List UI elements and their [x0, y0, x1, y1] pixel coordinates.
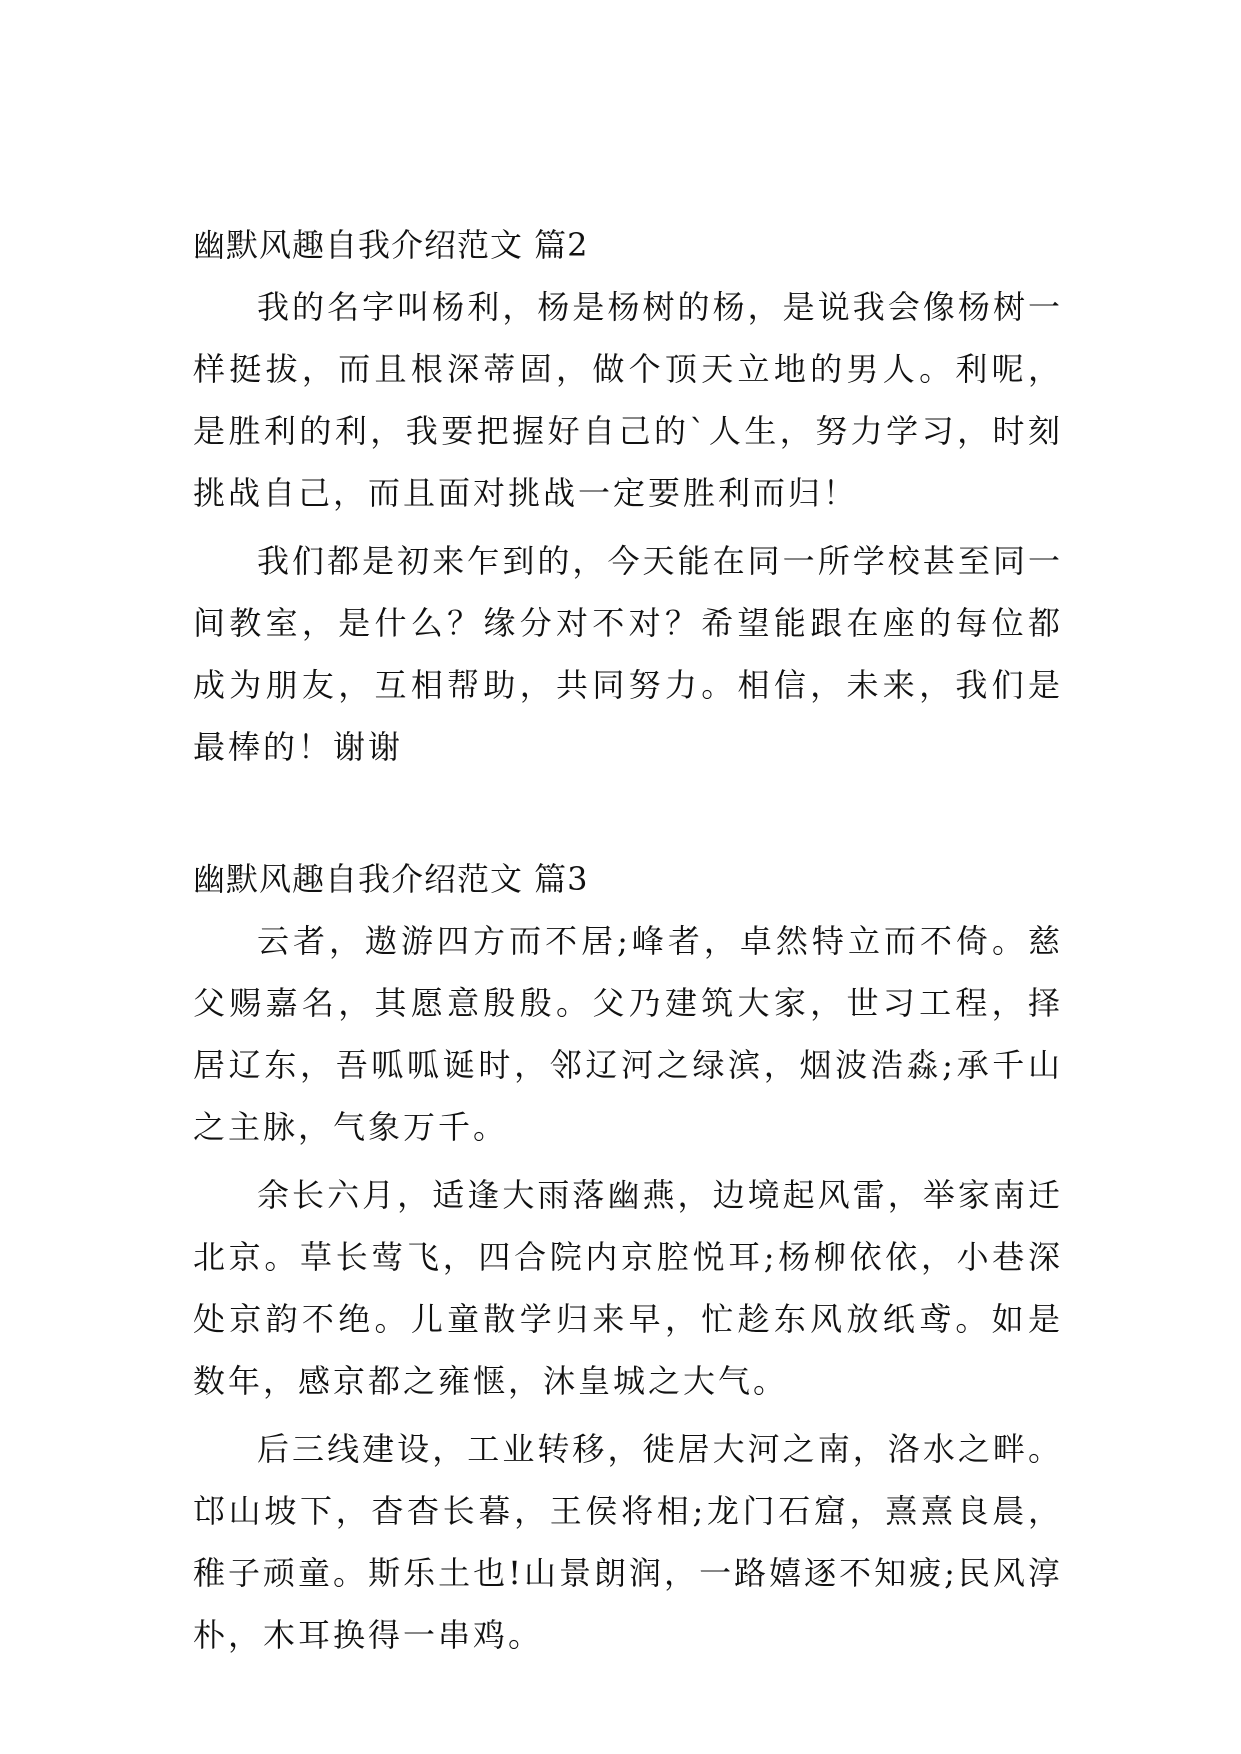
- paragraph: 我们都是初来乍到的，今天能在同一所学校甚至同一间教室，是什么？缘分对不对？希望能跟在座的每位都成为朋友，互相帮助，共同努力。相信，未来，我们是最棒的！谢谢: [193, 542, 1063, 766]
- document-page: [193, 214, 1063, 1672]
- section-3: [193, 848, 1063, 1666]
- section-title: 幽默风趣自我介绍范文 篇3: [193, 860, 589, 898]
- paragraph: 后三线建设，工业转移，徙居大河之南，洛水之畔。邙山坡下，杳杳长暮，王侯将相;龙门石窟，熹熹良晨，稚子顽童。斯乐土也!山景朗润，一路嬉逐不知疲;民风淳朴，木耳换得一串鸡。: [193, 1430, 1063, 1654]
- section-2: [193, 214, 1063, 778]
- section-title: 幽默风趣自我介绍范文 篇2: [193, 226, 589, 264]
- paragraph: 我的名字叫杨利，杨是杨树的杨，是说我会像杨树一样挺拔，而且根深蒂固，做个顶天立地的男人。利呢，是胜利的利，我要把握好自己的`人生，努力学习，时刻挑战自己，而且面对挑战一定要胜利而归！: [193, 288, 1063, 512]
- paragraph: 余长六月，适逢大雨落幽燕，边境起风雷，举家南迁北京。草长莺飞，四合院内京腔悦耳;杨柳依依，小巷深处京韵不绝。儿童散学归来早，忙趁东风放纸鸢。如是数年，感京都之雍惬，沐皇城之大气。: [193, 1176, 1063, 1400]
- paragraph: 云者，遨游四方而不居;峰者，卓然特立而不倚。慈父赐嘉名，其愿意殷殷。父乃建筑大家，世习工程，择居辽东，吾呱呱诞时，邻辽河之绿滨，烟波浩淼;承千山之主脉，气象万千。: [193, 922, 1063, 1146]
